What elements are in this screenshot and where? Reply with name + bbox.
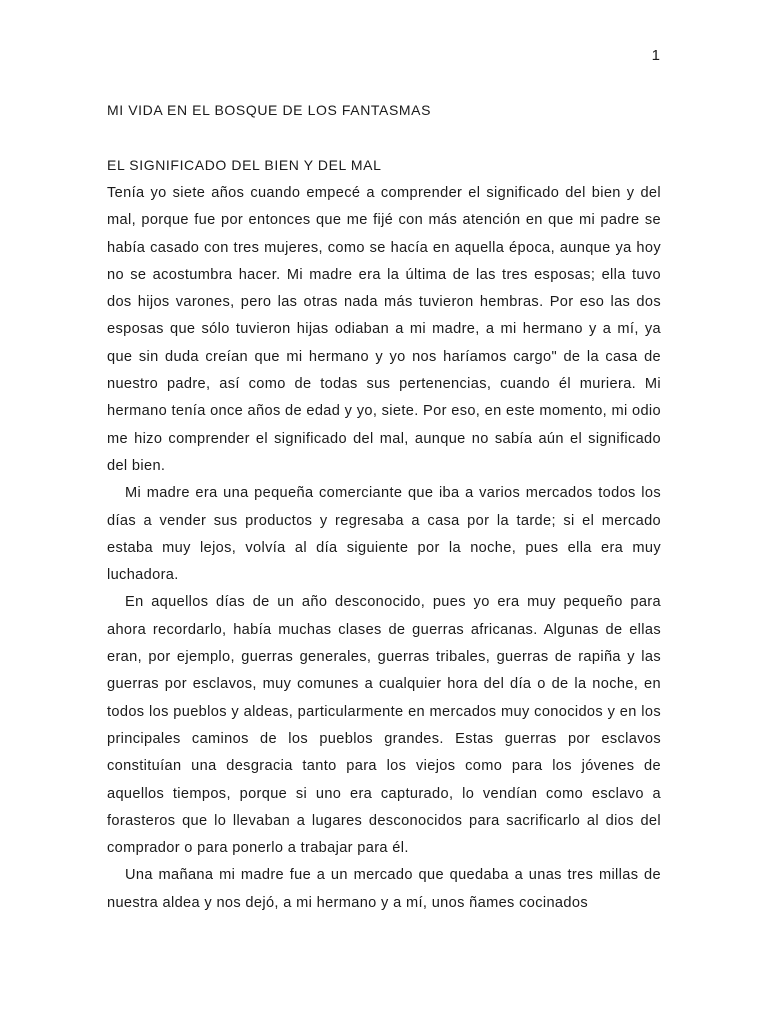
paragraph: Una mañana mi madre fue a un mercado que quedaba a unas tres millas de nuestra aldea y nos dejó, a mi hermano y a mí, unos ñames cocinados bbox=[107, 867, 661, 911]
chapter-title: EL SIGNIFICADO DEL BIEN Y DEL MAL bbox=[107, 157, 382, 173]
paragraph: En aquellos días de un año desconocido, pues yo era muy pequeño para ahora recordarlo, había muchas clases de guerras africanas. Algunas de ellas eran, por ejemplo, guerras generales, guerras tribales, guerras de rapiña y las guerras por esclavos, muy comunes a cualquier hora del día o de la noche, en todos los pueblos y aldeas, particularmente en mercados muy conocidos y en los principales caminos de los pueblos grandes. Estas guerras por esclavos constituían una desgracia tanto para los viejos como para los jóvenes de aquellos tiempos, porque si uno era capturado, lo vendían como esclavo a forasteros que lo llevaban a lugares desconocidos para sacrificarlo al dios del comprador o para ponerlo a trabajar para él. bbox=[107, 594, 661, 857]
paragraph: Tenía yo siete años cuando empecé a comprender el significado del bien y del mal, porque fue por entonces que me fijé con más atención en que mi padre se había casado con tres mujeres, como se hacía en aquella época, aunque ya hoy no se acostumbra hacer. Mi madre era la última de las tres esposas; ella tuvo dos hijos varones, pero las otras nada más tuvieron hembras. Por eso las dos esposas que sólo tuvieron hijas odiaban a mi madre, a mi hermano y a mí, ya que sin duda creían que mi hermano y yo nos haríamos cargo" de la casa de nuestro padre, así como de todas sus pertenencias, cuando él muriera. Mi hermano tenía once años de edad y yo, siete. Por eso, en este momento, mi odio me hizo comprender el significado del mal, aunque no sabía aún el significado del bien. bbox=[107, 185, 661, 474]
book-title: MI VIDA EN EL BOSQUE DE LOS FANTASMAS bbox=[107, 102, 432, 118]
paragraph: Mi madre era una pequeña comerciante que iba a varios mercados todos los días a vender sus productos y regresaba a casa por la tarde; si el mercado estaba muy lejos, volvía al día siguiente por la noche, pues ella era muy luchadora. bbox=[107, 485, 661, 584]
body-text bbox=[107, 180, 661, 917]
page-number: 1 bbox=[651, 47, 660, 64]
